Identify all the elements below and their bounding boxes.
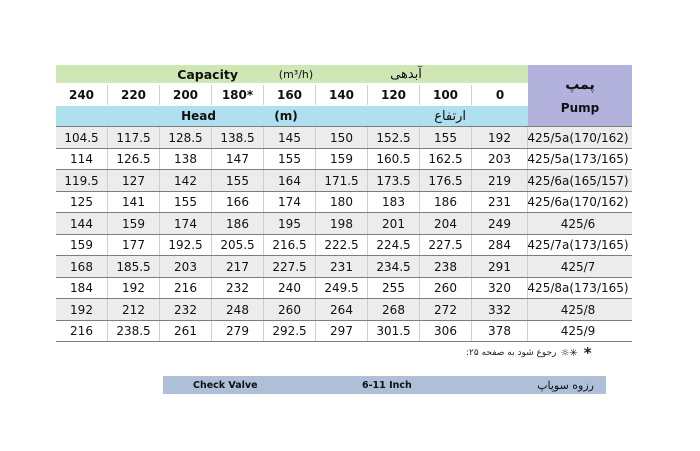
table-row	[56, 192, 632, 214]
head-value: 203	[160, 256, 212, 278]
head-value: 128.5	[160, 127, 212, 149]
head-value: 291	[472, 256, 528, 278]
head-label: Head	[181, 109, 216, 123]
capacity-value: 160	[264, 85, 316, 105]
asterisk-icon: *	[583, 344, 592, 362]
row-divider	[56, 341, 632, 342]
head-value: 205.5	[212, 235, 264, 257]
table-row	[56, 256, 632, 278]
head-value: 119.5	[56, 170, 108, 192]
head-value: 104.5	[56, 127, 108, 149]
head-unit: (m)	[274, 109, 298, 123]
head-value: 234.5	[368, 256, 420, 278]
head-value: 216.5	[264, 235, 316, 257]
pump-model: 425/7	[560, 259, 596, 274]
head-value: 301.5	[368, 321, 420, 343]
head-value: 155	[212, 170, 264, 192]
head-label-fa: ارتفاع	[434, 108, 466, 124]
head-value: 184	[56, 278, 108, 300]
head-value: 320	[472, 278, 528, 300]
pump-model: 425/5a(173/165)	[527, 152, 629, 167]
table-row	[56, 299, 632, 321]
head-value: 238	[420, 256, 472, 278]
head-value: 227.5	[264, 256, 316, 278]
head-value: 249.5	[316, 278, 368, 300]
capacity-unit: (m³/h)	[278, 67, 314, 81]
head-value: 255	[368, 278, 420, 300]
head-value: 292.5	[264, 321, 316, 343]
capacity-value: 120	[368, 85, 420, 105]
head-value: 248	[212, 299, 264, 321]
capacity-header-row	[56, 65, 528, 83]
capacity-value: 180*	[212, 85, 264, 105]
table-row	[56, 127, 632, 149]
head-value: 159	[316, 149, 368, 171]
head-value: 150	[316, 127, 368, 149]
pump-model: 425/8	[560, 302, 596, 317]
head-value: 155	[264, 149, 316, 171]
capacity-values-row	[56, 85, 528, 105]
head-value: 192	[108, 278, 160, 300]
head-value: 261	[160, 321, 212, 343]
head-value: 164	[264, 170, 316, 192]
head-value: 279	[212, 321, 264, 343]
head-header-row	[56, 106, 528, 126]
head-value: 174	[264, 192, 316, 214]
pump-model: 425/6a(165/157)	[527, 173, 629, 188]
footnote-text: :رجوع شود به صفحه ۲۵	[466, 348, 557, 358]
head-value: 198	[316, 213, 368, 235]
head-value: 141	[108, 192, 160, 214]
head-value: 219	[472, 170, 528, 192]
table-row	[56, 149, 632, 171]
head-value: 216	[160, 278, 212, 300]
head-value: 195	[264, 213, 316, 235]
head-value: 125	[56, 192, 108, 214]
head-value: 240	[264, 278, 316, 300]
head-value: 227.5	[420, 235, 472, 257]
head-value: 159	[108, 213, 160, 235]
head-value: 185.5	[108, 256, 160, 278]
pump-model: 425/5a(170/162)	[527, 130, 629, 145]
head-value: 186	[420, 192, 472, 214]
pump-model: 425/8a(173/165)	[527, 281, 629, 296]
head-value: 192	[472, 127, 528, 149]
table-row	[56, 321, 632, 343]
head-value: 238.5	[108, 321, 160, 343]
head-value: 231	[316, 256, 368, 278]
head-value: 160.5	[368, 149, 420, 171]
pump-model: 425/9	[560, 324, 596, 339]
head-value: 126.5	[108, 149, 160, 171]
head-value: 180	[316, 192, 368, 214]
capacity-value: 220	[108, 85, 160, 105]
head-value: 177	[108, 235, 160, 257]
check-valve-size: 6-11 Inch	[362, 379, 412, 391]
pump-label-fa: پمپ	[565, 76, 595, 93]
check-valve-bar	[163, 376, 606, 394]
check-valve-label: Check Valve	[193, 379, 258, 391]
head-value: 203	[472, 149, 528, 171]
capacity-value: 0	[472, 85, 528, 105]
head-value: 306	[420, 321, 472, 343]
head-value: 114	[56, 149, 108, 171]
head-value: 232	[212, 278, 264, 300]
head-value: 171.5	[316, 170, 368, 192]
head-value: 212	[108, 299, 160, 321]
capacity-label-fa: آبدهی	[390, 66, 422, 82]
head-value: 192.5	[160, 235, 212, 257]
head-value: 260	[420, 278, 472, 300]
head-value: 174	[160, 213, 212, 235]
head-value: 168	[56, 256, 108, 278]
head-value: 284	[472, 235, 528, 257]
head-value: 260	[264, 299, 316, 321]
head-value: 138.5	[212, 127, 264, 149]
capacity-value: 240	[56, 85, 108, 105]
capacity-value: 100	[420, 85, 472, 105]
head-value: 147	[212, 149, 264, 171]
check-valve-label-fa: رزوه سوپاپ	[537, 378, 594, 392]
pump-model: 425/6a(170/162)	[527, 195, 629, 210]
capacity-value: 200	[160, 85, 212, 105]
table-row	[56, 170, 632, 192]
head-value: 204	[420, 213, 472, 235]
footnote	[466, 344, 592, 362]
head-value: 166	[212, 192, 264, 214]
head-value: 127	[108, 170, 160, 192]
head-value: 186	[212, 213, 264, 235]
head-value: 297	[316, 321, 368, 343]
table-row	[56, 213, 632, 235]
head-value: 192	[56, 299, 108, 321]
head-value: 144	[56, 213, 108, 235]
pump-header	[528, 65, 632, 126]
head-value: 378	[472, 321, 528, 343]
sun-snowflake-icon: ☼✳	[560, 347, 578, 359]
head-value: 224.5	[368, 235, 420, 257]
pump-model: 425/6	[560, 216, 596, 231]
head-value: 145	[264, 127, 316, 149]
capacity-value: 140	[316, 85, 368, 105]
head-value: 183	[368, 192, 420, 214]
head-value: 201	[368, 213, 420, 235]
head-value: 272	[420, 299, 472, 321]
head-value: 159	[56, 235, 108, 257]
head-value: 173.5	[368, 170, 420, 192]
head-value: 231	[472, 192, 528, 214]
pump-model: 425/7a(173/165)	[527, 238, 629, 253]
head-value: 117.5	[108, 127, 160, 149]
table-row	[56, 235, 632, 257]
capacity-label: Capacity	[177, 66, 238, 82]
head-value: 264	[316, 299, 368, 321]
head-value: 232	[160, 299, 212, 321]
table-row	[56, 278, 632, 300]
head-value: 332	[472, 299, 528, 321]
head-value: 222.5	[316, 235, 368, 257]
head-value: 162.5	[420, 149, 472, 171]
head-value: 217	[212, 256, 264, 278]
pump-label: Pump	[560, 100, 600, 115]
head-value: 268	[368, 299, 420, 321]
head-value: 176.5	[420, 170, 472, 192]
head-value: 152.5	[368, 127, 420, 149]
head-value: 216	[56, 321, 108, 343]
head-value: 249	[472, 213, 528, 235]
head-value: 155	[160, 192, 212, 214]
head-value: 138	[160, 149, 212, 171]
head-value: 155	[420, 127, 472, 149]
head-value: 142	[160, 170, 212, 192]
